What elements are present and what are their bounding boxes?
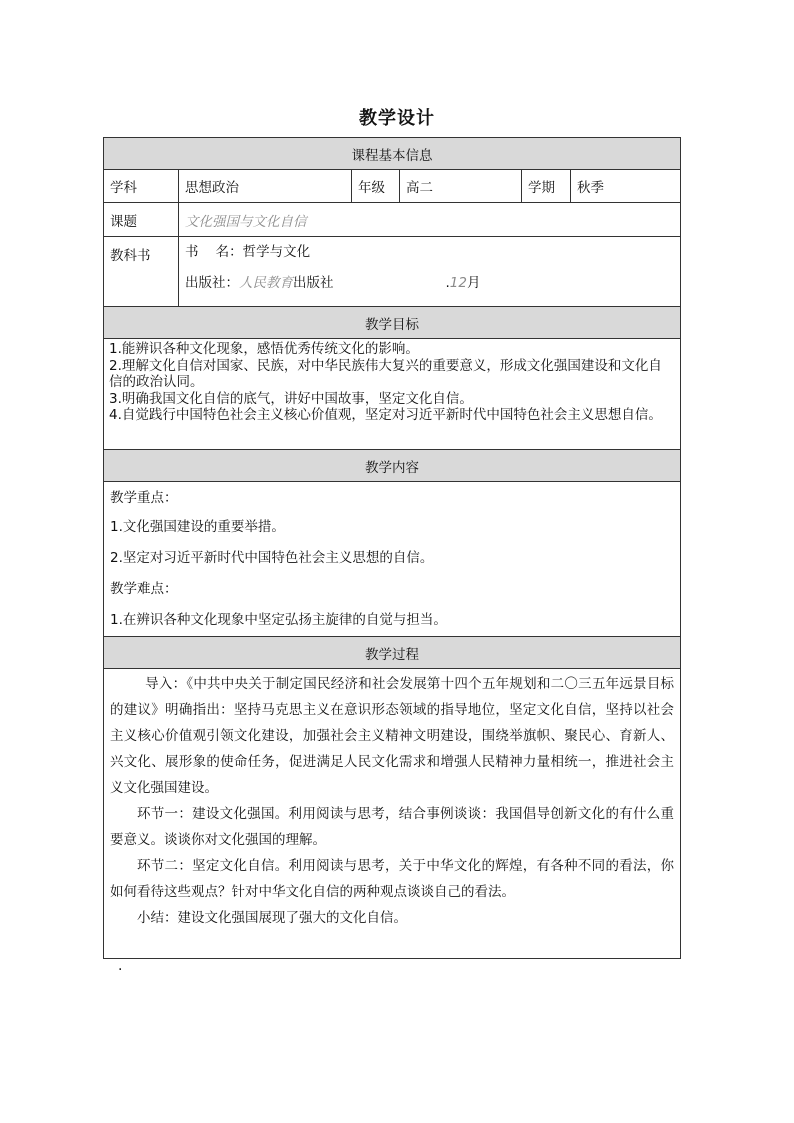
key-point-item: 1.文化强国建设的重要举措。 <box>110 519 285 535</box>
subject-label: 学科 <box>104 170 179 203</box>
objective-item: 2.理解文化自信对国家、民族，对中华民族伟大复兴的重要意义，形成文化强国建设和文化自信的政治认同。 <box>109 357 662 390</box>
document-title: 教学设计 <box>359 108 435 129</box>
term-value: 秋季 <box>571 170 681 203</box>
process-header: 教学过程 <box>104 637 681 669</box>
publisher-label: 出版社： <box>185 275 239 291</box>
topic-label: 课题 <box>104 203 179 237</box>
grade-label: 年级 <box>352 170 400 203</box>
book-name-label: 书 名： <box>185 244 243 260</box>
objective-item: 3.明确我国文化自信的底气，讲好中国故事，坚定文化自信。 <box>109 390 473 407</box>
trailing-mark: . <box>118 958 123 974</box>
difficulties-label: 教学难点： <box>110 581 178 597</box>
date-month-value: 12 <box>449 275 467 291</box>
grade-value: 高二 <box>400 170 522 203</box>
objectives-list <box>104 339 681 450</box>
key-point-item: 2.坚定对习近平新时代中国特色社会主义思想的自信。 <box>110 550 434 566</box>
book-name-value: 哲学与文化 <box>242 244 311 260</box>
difficulty-item: 1.在辨识各种文化现象中坚定弘扬主旋律的自觉与担当。 <box>110 612 447 628</box>
process-step-two: 环节二：坚定文化自信。利用阅读与思考，关于中华文化的辉煌，有各种不同的看法，你如何看待这些观点？针对中华文化自信的两种观点谈谈自己的看法。 <box>110 858 675 900</box>
process-body <box>104 669 681 959</box>
publisher-name-suffix: 出版社 <box>293 275 334 291</box>
book-name-line <box>179 237 680 268</box>
textbook-label: 教科书 <box>104 237 179 307</box>
process-step-one: 环节一：建设文化强国。利用阅读与思考，结合事例谈谈：我国倡导创新文化的有什么重要意义。谈谈你对文化强国的理解。 <box>110 806 675 848</box>
date-month-suffix: 月 <box>466 275 481 291</box>
topic-value: 文化强国与文化自信 <box>179 203 681 237</box>
key-points-label: 教学重点： <box>110 490 178 506</box>
process-intro: 导入：《中共中央关于制定国民经济和社会发展第十四个五年规划和二〇三五年远景目标的建议》明确指出：坚持马克思主义在意识形态领域的指导地位，坚定文化自信，坚持以社会主义核心价值观引领文化建设，加强社会主义精神文明建设，围绕举旗帜、聚民心、育新人、兴文化、展形象的使命任务，促进满足人民文化需求和增强人民精神力量相统一，推进社会主义文化强国建设。 <box>110 676 675 796</box>
lesson-plan-table <box>103 137 681 959</box>
publisher-line <box>179 268 680 299</box>
objective-item: 1.能辨识各种文化现象，感悟优秀传统文化的影响。 <box>109 341 419 357</box>
term-label: 学期 <box>522 170 571 203</box>
subject-value: 思想政治 <box>179 170 352 203</box>
textbook-info <box>179 237 681 307</box>
objectives-header: 教学目标 <box>104 307 681 339</box>
content-header: 教学内容 <box>104 450 681 482</box>
process-summary: 小结：建设文化强国展现了强大的文化自信。 <box>137 910 407 926</box>
basic-info-header: 课程基本信息 <box>104 138 681 170</box>
content-body <box>104 482 681 637</box>
publisher-name-highlight: 人民教育 <box>239 275 293 291</box>
date-prefix: . <box>445 275 450 291</box>
objective-item: 4.自觉践行中国特色社会主义核心价值观，坚定对习近平新时代中国特色社会主义思想自信。 <box>109 407 662 423</box>
